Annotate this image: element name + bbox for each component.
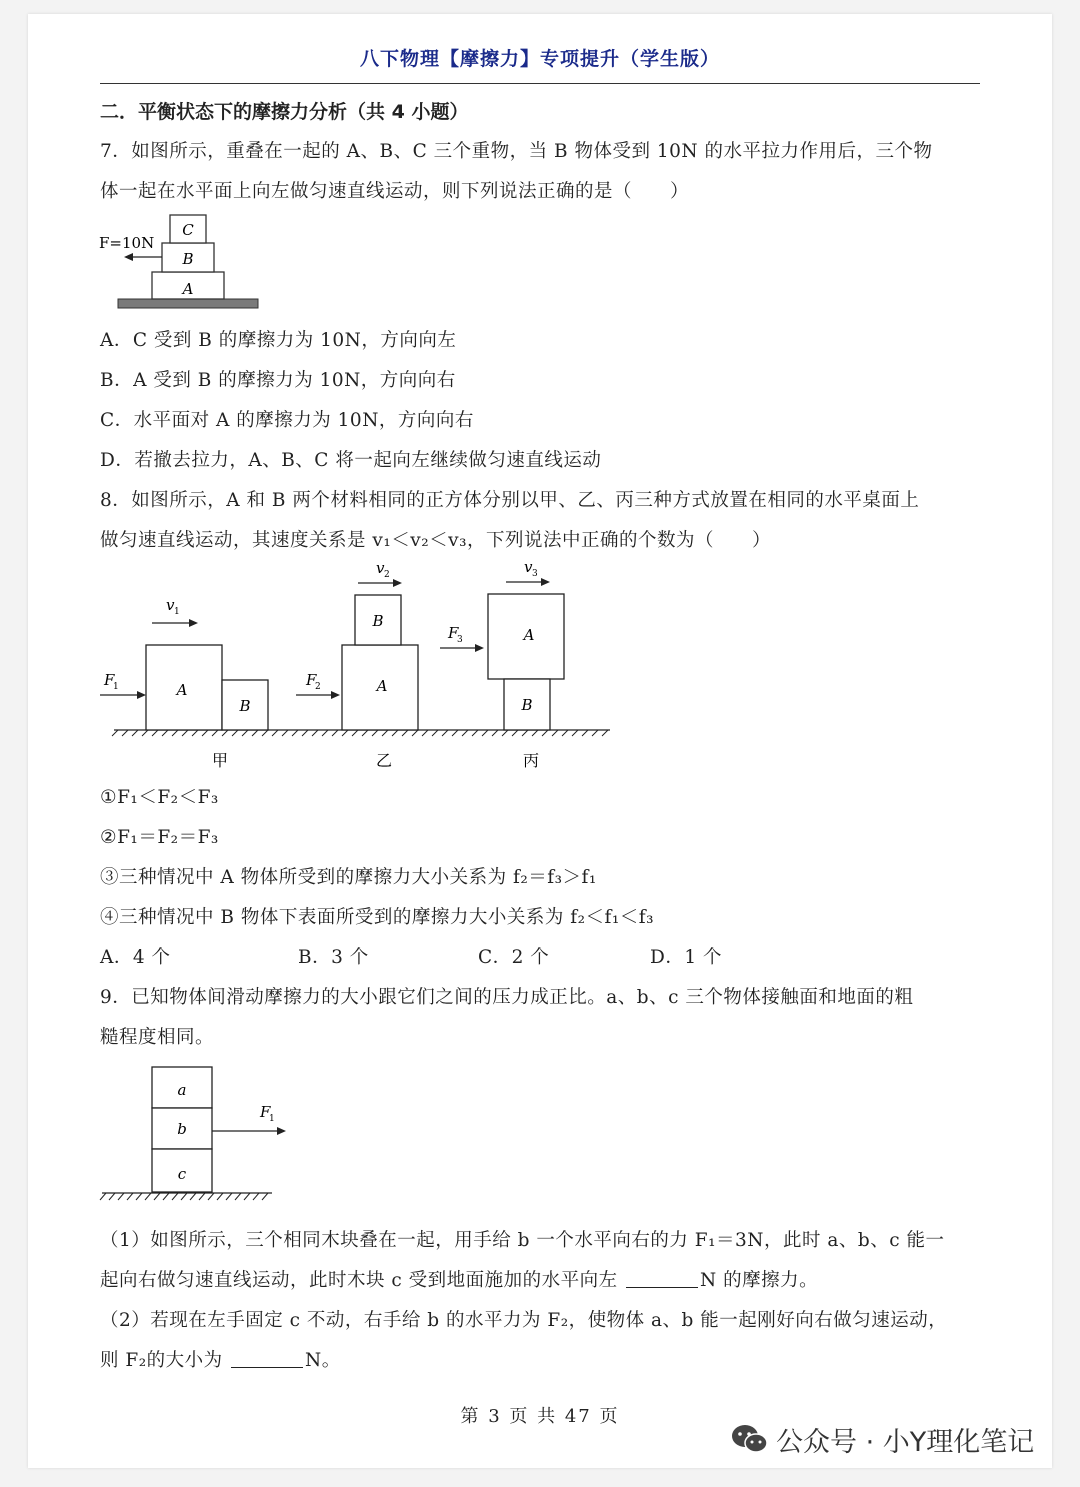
q8-ground-hatch (112, 730, 608, 736)
q7-option-d: D．若撤去拉力，A、B、C 将一起向左继续做匀速直线运动 (100, 450, 602, 471)
q7-option-a: A．C 受到 B 的摩擦力为 10N，方向向左 (100, 330, 457, 351)
document-header: 八下物理【摩擦力】专项提升（学生版） (359, 48, 720, 70)
section-title: 二．平衡状态下的摩擦力分析（共 4 小题） (100, 101, 469, 123)
q8-f2-arrowhead (331, 691, 340, 699)
q9-text-line1: 9．已知物体间滑动摩擦力的大小跟它们之间的压力成正比。a、b、c 三个物体接触面和地面的粗 (100, 987, 914, 1008)
q8-yi-label-a: A (376, 677, 388, 695)
q9-part2-line2 (100, 1346, 341, 1372)
page-number: 第 3 页 共 47 页 (460, 1406, 620, 1427)
q8-f1-sub: 1 (113, 682, 119, 692)
q8-option-a: A．4 个 (100, 947, 171, 968)
q7-option-c: C．水平面对 A 的摩擦力为 10N，方向向右 (100, 410, 474, 431)
wechat-icon (730, 1423, 770, 1455)
q9-part1-line1: （1）如图所示，三个相同木块叠在一起，用手给 b 一个水平向右的力 F₁＝3N，此时 a、b、c 能一 (100, 1230, 945, 1251)
q8-statement-3: ③三种情况中 A 物体所受到的摩擦力大小关系为 f₂＝f₃＞f₁ (100, 867, 597, 888)
q9-figure (96, 1060, 286, 1208)
q9-ground-hatch (100, 1193, 268, 1200)
q8-v3-sub: 3 (532, 569, 538, 579)
q8-v2-label: v (376, 559, 385, 577)
q9-part1-line2 (100, 1266, 818, 1292)
q8-statement-1: ①F₁＜F₂＜F₃ (100, 787, 219, 808)
q7-text-line1: 7．如图所示，重叠在一起的 A、B、C 三个重物，当 B 物体受到 10N 的水平拉力作用后，三个物 (100, 141, 933, 162)
q8-option-d: D．1 个 (650, 947, 722, 968)
q8-v3-label: v (524, 558, 533, 576)
q8-v1-sub: 1 (174, 607, 180, 617)
q9-part2-line1: （2）若现在左手固定 c 不动，右手给 b 的水平力为 F₂，使物体 a、b 能一起刚好向右做匀速运动， (100, 1310, 948, 1331)
q8-figure (96, 558, 616, 774)
q7-label-b: B (182, 250, 194, 268)
q9-part1-line2-unit: N 的摩擦力。 (700, 1270, 819, 1291)
watermark-text: 公众号 · 小Y理化笔记 (776, 1427, 1035, 1458)
q8-label-jia: 甲 (211, 751, 229, 770)
q8-v3-arrowhead (541, 578, 550, 586)
q7-figure (96, 210, 266, 314)
q8-v2-arrowhead (393, 579, 402, 587)
q9-force-arrowhead (277, 1127, 286, 1135)
q8-option-b: B．3 个 (298, 947, 369, 968)
q9-force-sub: 1 (269, 1114, 275, 1124)
q8-f3-arrowhead (475, 644, 484, 652)
q7-force-label: F=10N (99, 234, 155, 252)
q7-label-c: C (182, 221, 194, 239)
q9-part2-line2-text: 则 F₂的大小为 (100, 1350, 223, 1371)
q8-label-yi: 乙 (375, 751, 393, 770)
q9-text-line2: 糙程度相同。 (100, 1027, 215, 1048)
q9-label-b: b (177, 1120, 187, 1138)
q7-force-arrowhead (124, 253, 133, 261)
q7-text-line2: 体一起在水平面上向左做匀速直线运动，则下列说法正确的是（ ） (100, 181, 690, 202)
q8-f3-sub: 3 (457, 635, 463, 645)
q8-f1-arrowhead (137, 691, 146, 699)
q8-v1-label: v (166, 596, 175, 614)
q9-force-label: F (260, 1103, 271, 1121)
q8-statement-2: ②F₁＝F₂＝F₃ (100, 827, 219, 848)
q9-part2-line2-unit: N。 (305, 1350, 341, 1371)
q8-v1-arrowhead (189, 619, 198, 627)
q8-jia-label-b: B (239, 697, 251, 715)
q8-yi-label-b: B (372, 612, 384, 630)
q9-answer-blank-1[interactable] (626, 1271, 698, 1288)
q8-text-line2: 做匀速直线运动，其速度关系是 v₁＜v₂＜v₃，下列说法中正确的个数为（ ） (100, 530, 771, 551)
q9-answer-blank-2[interactable] (231, 1351, 303, 1368)
q8-text-line1: 8．如图所示，A 和 B 两个材料相同的正方体分别以甲、乙、丙三种方式放置在相同的水平桌面上 (100, 490, 920, 511)
q9-part1-line2-text: 起向右做匀速直线运动，此时木块 c 受到地面施加的水平向左 (100, 1270, 618, 1291)
q7-ground (118, 299, 258, 308)
q9-label-c: c (177, 1165, 187, 1183)
q8-label-bing: 丙 (522, 751, 540, 770)
q9-label-a: a (177, 1081, 187, 1099)
q8-f2-sub: 2 (315, 682, 321, 692)
q7-label-a: A (182, 280, 194, 298)
q8-v2-sub: 2 (384, 570, 390, 580)
q8-statement-4: ④三种情况中 B 物体下表面所受到的摩擦力大小关系为 f₂＜f₁＜f₃ (100, 907, 655, 928)
q8-option-c: C．2 个 (478, 947, 550, 968)
q8-bing-label-b: B (521, 696, 533, 714)
header-rule (100, 83, 980, 84)
q8-bing-label-a: A (523, 626, 535, 644)
q7-option-b: B．A 受到 B 的摩擦力为 10N，方向向右 (100, 370, 456, 391)
q8-f2-label: F (306, 671, 317, 689)
q8-f3-label: F (448, 624, 459, 642)
q8-jia-label-a: A (176, 681, 188, 699)
q8-f1-label: F (104, 671, 115, 689)
